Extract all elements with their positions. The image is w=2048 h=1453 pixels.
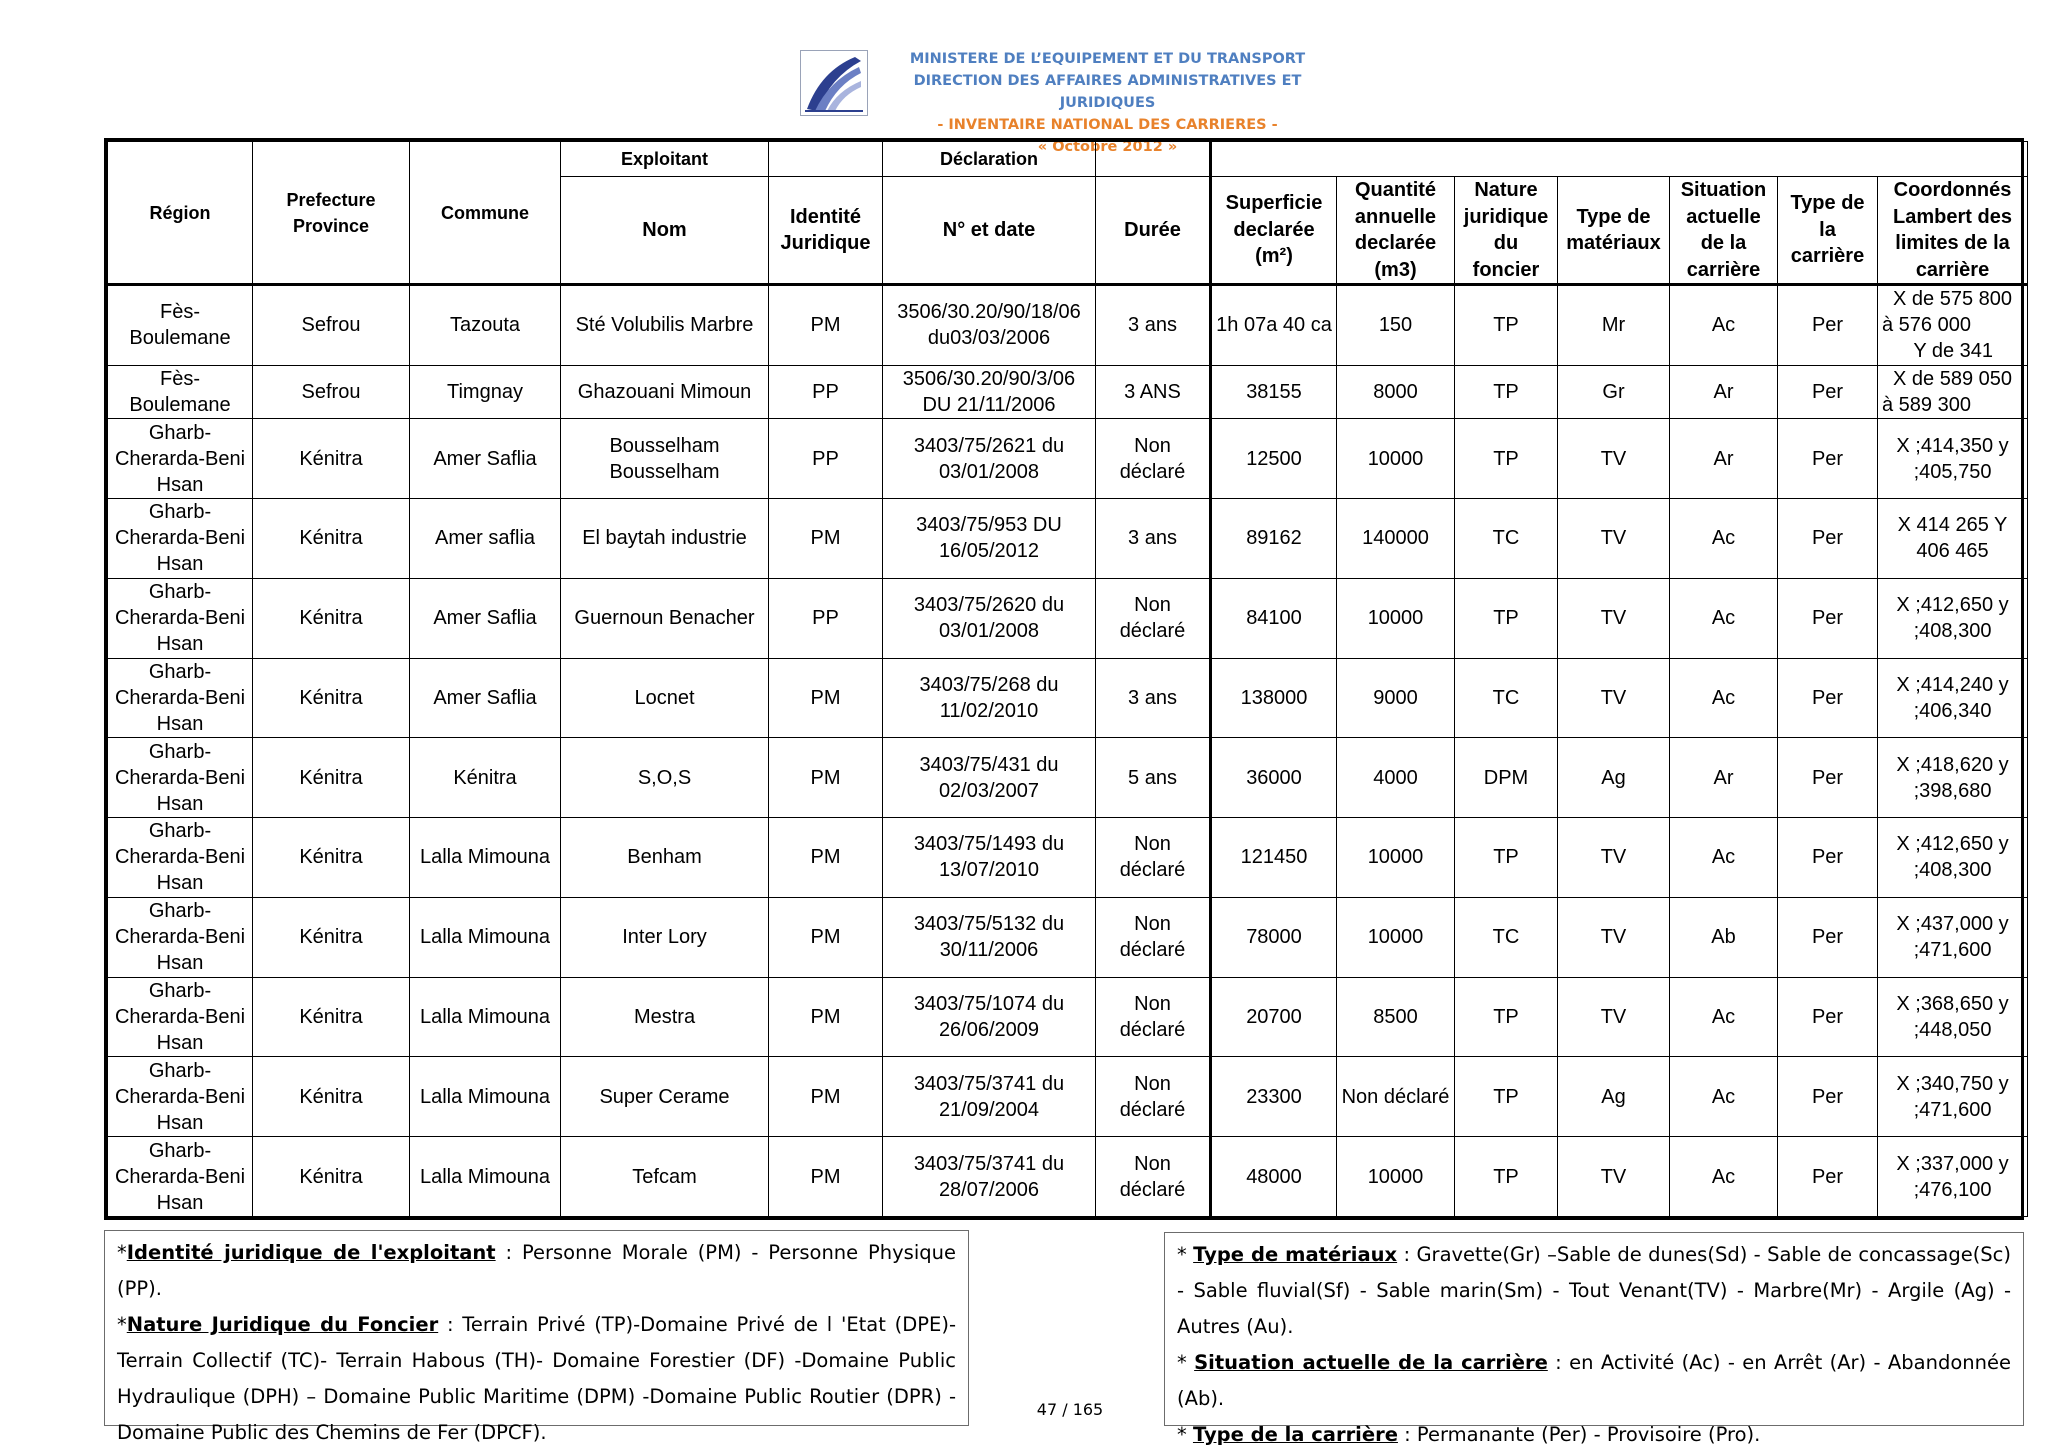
cell-duree: Non déclaré <box>1096 1057 1211 1137</box>
legend-identite-key: Identité juridique de l'exploitant <box>126 1241 496 1264</box>
table-row <box>108 365 2028 419</box>
cell-superficie: 78000 <box>1211 897 1337 977</box>
legend-identite-text: : Personne Morale (PM) - Personne Physique (PP). <box>117 1241 956 1300</box>
cell-nature: TP <box>1455 365 1558 419</box>
legend-situation-text: : en Activité (Ac) - en Arrêt (Ar) - Abandonnée (Ab). <box>1177 1351 2011 1410</box>
coordinate-line: X ;437,000 y ;471,600 <box>1896 913 2009 962</box>
col-header-prefecture: Prefecture Province <box>253 142 410 285</box>
cell-commune: Tazouta <box>410 285 561 366</box>
cell-coordonnees <box>1878 578 2028 658</box>
cell-coordonnees <box>1878 738 2028 818</box>
col-header-type-carriere: Type de la carrière <box>1778 177 1878 285</box>
table-row <box>108 1137 2028 1217</box>
cell-type-carriere: Per <box>1778 578 1878 658</box>
cell-nom: El baytah industrie <box>561 499 769 579</box>
cell-superficie: 23300 <box>1211 1057 1337 1137</box>
cell-nom: Sté Volubilis Marbre <box>561 285 769 366</box>
cell-nom: Locnet <box>561 658 769 738</box>
cell-numero: 3403/75/1493 du 13/07/2010 <box>883 818 1096 898</box>
cell-duree: Non déclaré <box>1096 977 1211 1057</box>
cell-duree: Non déclaré <box>1096 897 1211 977</box>
coordinate-line: X ;414,240 y ;406,340 <box>1896 673 2009 722</box>
cell-type-carriere: Per <box>1778 365 1878 419</box>
cell-coordonnees <box>1878 1057 2028 1137</box>
legend-nature: *Nature Juridique du Foncier : Terrain Privé (TP)-Domaine Privé de l 'Etat (DPE)- Terrain Collectif (TC)- Terrain Habous (TH)- Domaine Forestier (DF) -Domaine Public Hydraulique (DPH) – Domaine Public Maritime (DPM) -Domaine Public Routier (DPR) - Domaine Public des Chemins de Fer (DPCF). <box>117 1313 957 1444</box>
cell-situation: Ab <box>1670 897 1778 977</box>
cell-region: Gharb-Cherarda-Beni Hsan <box>108 738 253 818</box>
cell-commune: Lalla Mimouna <box>410 818 561 898</box>
cell-situation: Ac <box>1670 818 1778 898</box>
cell-coordonnees <box>1878 285 2028 366</box>
legend-identite: *Identité juridique de l'exploitant : Personne Morale (PM) - Personne Physique (PP). <box>117 1241 956 1300</box>
col-header-nom: Nom <box>561 177 769 285</box>
cell-type-carriere: Per <box>1778 658 1878 738</box>
cell-region: Gharb-Cherarda-Beni Hsan <box>108 1137 253 1217</box>
cell-situation: Ac <box>1670 1057 1778 1137</box>
col-header-coordonnees: Coordonnés Lambert des limites de la carrière <box>1878 177 2028 285</box>
legend-materiaux-key: Type de matériaux <box>1193 1243 1398 1266</box>
cell-region: Gharb-Cherarda-Beni Hsan <box>108 818 253 898</box>
cell-prefecture: Kénitra <box>253 738 410 818</box>
cell-situation: Ac <box>1670 977 1778 1057</box>
cell-quantite: 8500 <box>1337 977 1455 1057</box>
cell-coordonnees <box>1878 499 2028 579</box>
cell-identite: PP <box>769 419 883 499</box>
cell-duree: Non déclaré <box>1096 419 1211 499</box>
cell-type-carriere: Per <box>1778 897 1878 977</box>
cell-materiaux: TV <box>1558 977 1670 1057</box>
cell-situation: Ar <box>1670 365 1778 419</box>
cell-superficie: 89162 <box>1211 499 1337 579</box>
cell-identite: PM <box>769 897 883 977</box>
coordinate-line: X ;412,650 y ;408,300 <box>1896 594 2009 643</box>
cell-region: Gharb-Cherarda-Beni Hsan <box>108 419 253 499</box>
cell-nature: TP <box>1455 419 1558 499</box>
cell-prefecture: Kénitra <box>253 1137 410 1217</box>
legend-nature-key: Nature Juridique du Foncier <box>126 1313 439 1336</box>
cell-materiaux: TV <box>1558 658 1670 738</box>
cell-materiaux: Ag <box>1558 1057 1670 1137</box>
cell-nom: Super Cerame <box>561 1057 769 1137</box>
col-header-region: Région <box>108 142 253 285</box>
table-row <box>108 738 2028 818</box>
col-header-situation: Situation actuelle de la carrière <box>1670 177 1778 285</box>
table-row <box>108 897 2028 977</box>
coordinate-line: Y de 341 <box>1913 340 1994 363</box>
cell-superficie: 38155 <box>1211 365 1337 419</box>
cell-quantite: 150 <box>1337 285 1455 366</box>
legend-nature-text: : Terrain Privé (TP)-Domaine Privé de l 'Etat (DPE)- Terrain Collectif (TC)- Terrain Habous (TH)- Domaine Forestier (DF) -Domaine Public Hydraulique (DPH) – Domaine Public Maritime (DPM) -Domaine Public Routier (DPR) - Domaine Public des Chemins de Fer (DPCF). <box>117 1313 957 1444</box>
cell-situation: Ac <box>1670 285 1778 366</box>
cell-region: Fès-Boulemane <box>108 285 253 366</box>
ministry-logo <box>800 50 868 116</box>
cell-type-carriere: Per <box>1778 419 1878 499</box>
cell-prefecture: Sefrou <box>253 365 410 419</box>
cell-identite: PM <box>769 738 883 818</box>
cell-nom: Benham <box>561 818 769 898</box>
coordinate-line: X ;412,650 y ;408,300 <box>1896 833 2009 882</box>
cell-duree: 3 ans <box>1096 658 1211 738</box>
legend-type-carriere: * Type de la carrière : Permanante (Per) - Provisoire (Pro). <box>1177 1423 1761 1446</box>
cell-nom: Tefcam <box>561 1137 769 1217</box>
cell-situation: Ar <box>1670 419 1778 499</box>
cell-materiaux: TV <box>1558 578 1670 658</box>
cell-identite: PM <box>769 1057 883 1137</box>
col-header-type-materiaux: Type de matériaux <box>1558 177 1670 285</box>
quarry-table-grid <box>107 141 2028 1217</box>
cell-region: Gharb-Cherarda-Beni Hsan <box>108 499 253 579</box>
header-date: « Octobre 2012 » <box>1037 139 1178 155</box>
legend-right <box>1164 1232 2024 1446</box>
cell-identite: PP <box>769 578 883 658</box>
cell-superficie: 20700 <box>1211 977 1337 1057</box>
col-header-commune: Commune <box>410 142 561 285</box>
cell-numero: 3403/75/2620 du 03/01/2008 <box>883 578 1096 658</box>
ministry-logo-icon <box>801 51 867 115</box>
cell-prefecture: Kénitra <box>253 658 410 738</box>
cell-superficie: 121450 <box>1211 818 1337 898</box>
cell-duree: 3 ans <box>1096 499 1211 579</box>
cell-numero: 3403/75/268 du 11/02/2010 <box>883 658 1096 738</box>
cell-situation: Ac <box>1670 658 1778 738</box>
cell-materiaux: Ag <box>1558 738 1670 818</box>
cell-numero: 3403/75/5132 du 30/11/2006 <box>883 897 1096 977</box>
cell-numero: 3403/75/1074 du 26/06/2009 <box>883 977 1096 1057</box>
cell-prefecture: Kénitra <box>253 578 410 658</box>
cell-nature: TC <box>1455 897 1558 977</box>
cell-prefecture: Kénitra <box>253 977 410 1057</box>
cell-duree: 3 ANS <box>1096 365 1211 419</box>
cell-nom: Ghazouani Mimoun <box>561 365 769 419</box>
cell-superficie: 12500 <box>1211 419 1337 499</box>
cell-nom: S,O,S <box>561 738 769 818</box>
cell-numero: 3506/30.20/90/3/06 DU 21/11/2006 <box>883 365 1096 419</box>
cell-coordonnees <box>1878 897 2028 977</box>
table-body <box>108 285 2028 1217</box>
cell-numero: 3403/75/3741 du 28/07/2006 <box>883 1137 1096 1217</box>
page-number: 47 / 165 <box>1036 1400 1104 1419</box>
table-row <box>108 285 2028 366</box>
cell-duree: 5 ans <box>1096 738 1211 818</box>
coordinate-line: X ;340,750 y ;471,600 <box>1896 1072 2009 1121</box>
cell-superficie: 138000 <box>1211 658 1337 738</box>
cell-type-carriere: Per <box>1778 1137 1878 1217</box>
cell-duree: 3 ans <box>1096 285 1211 366</box>
legend-materiaux-text: : Gravette(Gr) –Sable de dunes(Sd) - Sable de concassage(Sc) - Sable fluvial(Sf) - Sable marin(Sm) - Tout Venant(TV) - Marbre(Mr) - Argile (Ag) - Autres (Au). <box>1177 1243 2012 1338</box>
cell-materiaux: TV <box>1558 818 1670 898</box>
cell-materiaux: Gr <box>1558 365 1670 419</box>
cell-nature: DPM <box>1455 738 1558 818</box>
col-header-numero: N° et date <box>883 177 1096 285</box>
cell-quantite: 9000 <box>1337 658 1455 738</box>
cell-prefecture: Kénitra <box>253 419 410 499</box>
cell-type-carriere: Per <box>1778 499 1878 579</box>
cell-nom: Bousselham Bousselham <box>561 419 769 499</box>
cell-nature: TP <box>1455 977 1558 1057</box>
cell-quantite: 10000 <box>1337 818 1455 898</box>
cell-situation: Ac <box>1670 1137 1778 1217</box>
header-inventory-title: - INVENTAIRE NATIONAL DES CARRIERES - <box>937 117 1278 133</box>
cell-superficie: 48000 <box>1211 1137 1337 1217</box>
cell-commune: Lalla Mimouna <box>410 1057 561 1137</box>
cell-nature: TP <box>1455 285 1558 366</box>
group-header-exploitant: Exploitant <box>561 142 769 177</box>
cell-coordonnees <box>1878 419 2028 499</box>
cell-numero: 3403/75/431 du 02/03/2007 <box>883 738 1096 818</box>
cell-region: Fès-Boulemane <box>108 365 253 419</box>
coordinate-line: X de 575 800 <box>1893 288 2013 311</box>
cell-commune: Timgnay <box>410 365 561 419</box>
cell-prefecture: Sefrou <box>253 285 410 366</box>
cell-materiaux: TV <box>1558 419 1670 499</box>
table-row <box>108 499 2028 579</box>
cell-nature: TC <box>1455 658 1558 738</box>
table-group-header-row <box>108 142 2028 177</box>
legend-materiaux: * Type de matériaux : Gravette(Gr) –Sable de dunes(Sd) - Sable de concassage(Sc) - Sable fluvial(Sf) - Sable marin(Sm) - Tout Venant(TV) - Marbre(Mr) - Argile (Ag) - Autres (Au). <box>1177 1243 2012 1338</box>
coordinate-line: X de 589 050 <box>1893 368 2013 391</box>
coordinate-line: X 414 265 Y 406 465 <box>1897 514 2008 563</box>
table-row <box>108 578 2028 658</box>
coordinate-line: X ;418,620 y ;398,680 <box>1896 753 2009 802</box>
cell-nature: TP <box>1455 578 1558 658</box>
cell-nom: Guernoun Benacher <box>561 578 769 658</box>
header-direction: DIRECTION DES AFFAIRES ADMINISTRATIVES ET JURIDIQUES <box>913 73 1302 111</box>
cell-region: Gharb-Cherarda-Beni Hsan <box>108 578 253 658</box>
cell-commune: Lalla Mimouna <box>410 977 561 1057</box>
cell-region: Gharb-Cherarda-Beni Hsan <box>108 658 253 738</box>
cell-quantite: 10000 <box>1337 897 1455 977</box>
coordinate-line: X ;414,350 y ;405,750 <box>1896 434 2009 483</box>
col-header-duree: Durée <box>1096 177 1211 285</box>
cell-region: Gharb-Cherarda-Beni Hsan <box>108 1057 253 1137</box>
cell-commune: Amer Saflia <box>410 658 561 738</box>
cell-nature: TC <box>1455 499 1558 579</box>
cell-region: Gharb-Cherarda-Beni Hsan <box>108 897 253 977</box>
legend-situation-key: Situation actuelle de la carrière <box>1194 1351 1548 1374</box>
cell-coordonnees <box>1878 1137 2028 1217</box>
cell-prefecture: Kénitra <box>253 818 410 898</box>
cell-nature: TP <box>1455 1137 1558 1217</box>
cell-commune: Amer Saflia <box>410 419 561 499</box>
cell-quantite: 8000 <box>1337 365 1455 419</box>
group-header-blank-1 <box>769 142 883 177</box>
cell-quantite: Non déclaré <box>1337 1057 1455 1137</box>
table-row <box>108 1057 2028 1137</box>
cell-type-carriere: Per <box>1778 1057 1878 1137</box>
cell-identite: PP <box>769 365 883 419</box>
cell-type-carriere: Per <box>1778 285 1878 366</box>
cell-duree: Non déclaré <box>1096 818 1211 898</box>
cell-duree: Non déclaré <box>1096 578 1211 658</box>
cell-materiaux: TV <box>1558 897 1670 977</box>
table-row <box>108 818 2028 898</box>
cell-situation: Ac <box>1670 499 1778 579</box>
cell-commune: Amer saflia <box>410 499 561 579</box>
cell-quantite: 10000 <box>1337 1137 1455 1217</box>
legend-left <box>104 1230 969 1444</box>
cell-identite: PM <box>769 1137 883 1217</box>
cell-quantite: 10000 <box>1337 419 1455 499</box>
cell-region: Gharb-Cherarda-Beni Hsan <box>108 977 253 1057</box>
cell-identite: PM <box>769 499 883 579</box>
legend-type-key: Type de la carrière <box>1192 1423 1398 1446</box>
cell-situation: Ac <box>1670 578 1778 658</box>
cell-type-carriere: Per <box>1778 818 1878 898</box>
cell-materiaux: TV <box>1558 499 1670 579</box>
table-row <box>108 977 2028 1057</box>
cell-quantite: 4000 <box>1337 738 1455 818</box>
cell-numero: 3403/75/2621 du 03/01/2008 <box>883 419 1096 499</box>
cell-prefecture: Kénitra <box>253 897 410 977</box>
cell-quantite: 10000 <box>1337 578 1455 658</box>
cell-materiaux: TV <box>1558 1137 1670 1217</box>
cell-identite: PM <box>769 977 883 1057</box>
cell-numero: 3403/75/953 DU 16/05/2012 <box>883 499 1096 579</box>
cell-coordonnees <box>1878 818 2028 898</box>
cell-prefecture: Kénitra <box>253 1057 410 1137</box>
coordinate-line: à 576 000 <box>1882 314 1971 337</box>
cell-coordonnees <box>1878 658 2028 738</box>
cell-prefecture: Kénitra <box>253 499 410 579</box>
cell-quantite: 140000 <box>1337 499 1455 579</box>
col-header-superficie: Superficie declarée (m²) <box>1211 177 1337 285</box>
group-header-declaration: Déclaration <box>883 142 1096 177</box>
cell-commune: Lalla Mimouna <box>410 897 561 977</box>
cell-numero: 3506/30.20/90/18/06 du03/03/2006 <box>883 285 1096 366</box>
cell-nature: TP <box>1455 1057 1558 1137</box>
cell-nom: Inter Lory <box>561 897 769 977</box>
legend-type-text: : Permanante (Per) - Provisoire (Pro). <box>1397 1423 1761 1446</box>
cell-coordonnees <box>1878 365 2028 419</box>
cell-type-carriere: Per <box>1778 977 1878 1057</box>
cell-coordonnees <box>1878 977 2028 1057</box>
cell-identite: PM <box>769 285 883 366</box>
cell-numero: 3403/75/3741 du 21/09/2004 <box>883 1057 1096 1137</box>
coordinate-line: X ;337,000 y ;476,100 <box>1896 1152 2009 1201</box>
col-header-quantite: Quantité annuelle declarée (m3) <box>1337 177 1455 285</box>
cell-superficie: 1h 07a 40 ca <box>1211 285 1337 366</box>
table-row <box>108 419 2028 499</box>
cell-commune: Lalla Mimouna <box>410 1137 561 1217</box>
cell-duree: Non déclaré <box>1096 1137 1211 1217</box>
cell-materiaux: Mr <box>1558 285 1670 366</box>
cell-identite: PM <box>769 818 883 898</box>
col-header-nature: Nature juridique du foncier <box>1455 177 1558 285</box>
group-header-blank-3 <box>1211 142 2028 177</box>
legend-situation: * Situation actuelle de la carrière : en Activité (Ac) - en Arrêt (Ar) - Abandonnée (Ab). <box>1177 1351 2011 1410</box>
table-row <box>108 658 2028 738</box>
quarry-table <box>104 138 2024 1220</box>
group-header-blank-2 <box>1096 142 1211 177</box>
coordinate-line: X ;368,650 y ;448,050 <box>1896 993 2009 1042</box>
cell-superficie: 36000 <box>1211 738 1337 818</box>
cell-identite: PM <box>769 658 883 738</box>
coordinate-line: à 589 300 <box>1882 394 1971 417</box>
cell-type-carriere: Per <box>1778 738 1878 818</box>
cell-nature: TP <box>1455 818 1558 898</box>
cell-nom: Mestra <box>561 977 769 1057</box>
cell-superficie: 84100 <box>1211 578 1337 658</box>
cell-commune: Kénitra <box>410 738 561 818</box>
col-header-identite: Identité Juridique <box>769 177 883 285</box>
header-ministry: MINISTERE DE L’EQUIPEMENT ET DU TRANSPORT <box>909 51 1306 67</box>
cell-commune: Amer Saflia <box>410 578 561 658</box>
cell-situation: Ar <box>1670 738 1778 818</box>
